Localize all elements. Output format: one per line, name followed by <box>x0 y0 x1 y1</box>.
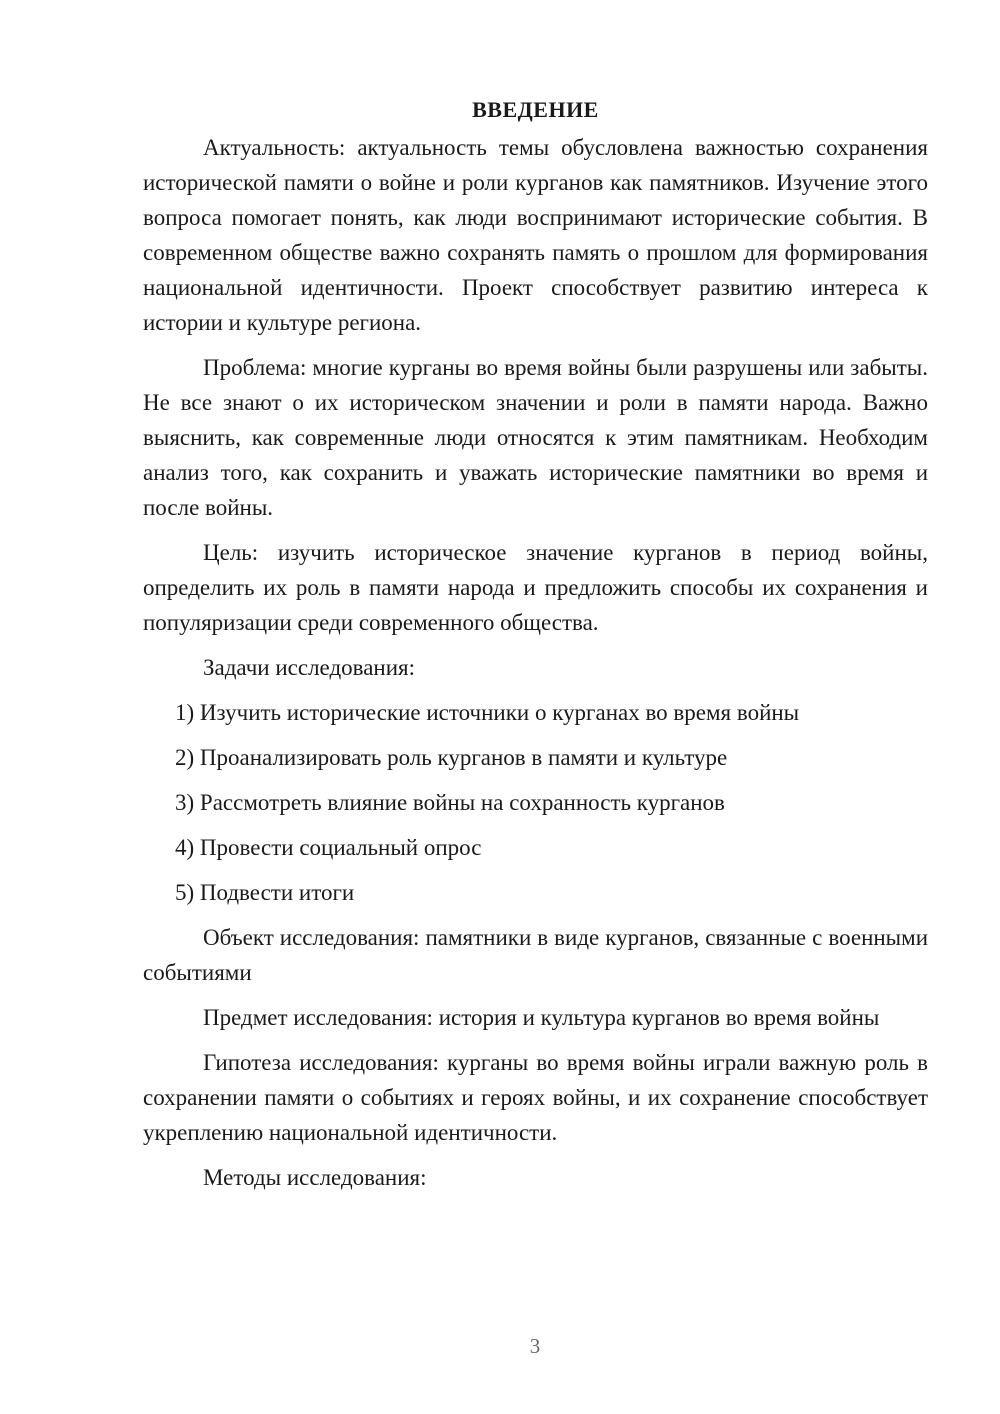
tasks-heading: Задачи исследования: <box>203 655 416 680</box>
list-item: 3) Рассмотреть влияние войны на сохранность курганов <box>175 790 725 815</box>
list-item: 4) Провести социальный опрос <box>175 835 482 860</box>
tasks-list <box>143 695 928 910</box>
list-item: 2) Проанализировать роль курганов в памяти и культуре <box>175 745 728 770</box>
page-content <box>143 90 928 1205</box>
problem-paragraph: Проблема: многие курганы во время войны были разрушены или забыты. Не все знают о их историческом значении и роли в памяти народа. Важно выяснить, как современные люди относятся к этим памятникам. Необходим анализ того, как сохранить и уважать исторические памятники во время и после войны. <box>143 355 928 520</box>
relevance-paragraph: Актуальность: актуальность темы обусловлена важностью сохранения исторической памяти о войне и роли курганов как памятников. Изучение этого вопроса помогает понять, как люди воспринимают исторические события. В современном обществе важно сохранять память о прошлом для формирования национальной идентичности. Проект способствует развитию интереса к истории и культуре региона. <box>143 135 928 335</box>
goal-paragraph: Цель: изучить историческое значение курганов в период войны, определить их роль в памяти народа и предложить способы их сохранения и популяризации среди современного общества. <box>143 540 928 635</box>
page-number: 3 <box>529 1334 541 1358</box>
methods-heading: Методы исследования: <box>203 1165 427 1190</box>
list-item: 5) Подвести итоги <box>175 880 355 905</box>
object-paragraph: Объект исследования: памятники в виде курганов, связанные с военными событиями <box>143 925 928 985</box>
subject-paragraph: Предмет исследования: история и культура курганов во время войны <box>203 1005 880 1030</box>
page-title: ВВЕДЕНИЕ <box>472 97 599 122</box>
list-item: 1) Изучить исторические источники о курганах во время войны <box>175 700 800 725</box>
hypothesis-paragraph: Гипотеза исследования: курганы во время войны играли важную роль в сохранении памяти о событиях и героях войны, и их сохранение способствует укреплению национальной идентичности. <box>143 1050 928 1145</box>
